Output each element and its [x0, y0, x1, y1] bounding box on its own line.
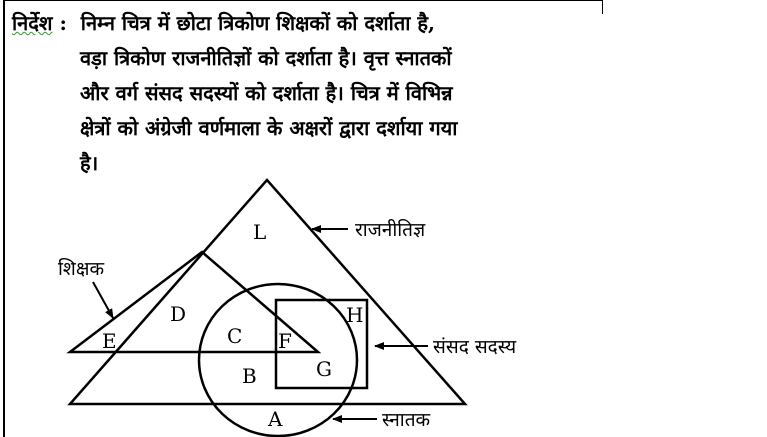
region-label-l: L [253, 220, 267, 244]
directions-line-5: है। [80, 151, 99, 175]
graduates-callout-label: स्नातक [382, 409, 431, 431]
directions-line-2: वड़ा त्रिकोण राजनीतिज्ञों को दर्शाता है। वृत्त स्नातकों [80, 46, 452, 70]
directions-label: निर्देश [12, 11, 53, 35]
directions-separator: : [59, 11, 67, 35]
region-label-g: G [316, 357, 332, 381]
directions-line-3: और वर्ग संसद सदस्यों को दर्शाता है। चित्र में विभिन्न [80, 81, 453, 105]
teachers-callout-label: शिक्षक [58, 258, 105, 280]
region-label-b: B [242, 364, 257, 388]
region-label-h: H [346, 303, 364, 327]
politicians-callout-label: राजनीतिज्ञ [355, 219, 426, 241]
large-triangle-politicians [70, 180, 465, 404]
region-label-e: E [102, 329, 117, 353]
region-label-d: D [170, 302, 187, 326]
region-label-c: C [227, 324, 243, 348]
directions-line-4: क्षेत्रों को अंग्रेजी वर्णमाला के अक्षरों द्वारा दर्शाया गया [80, 116, 458, 140]
mps-callout-label: संसद सदस्य [433, 336, 517, 358]
directions-text-line-1: निम्न चित्र में छोटा त्रिकोण शिक्षकों को दर्शाता है, [80, 11, 435, 35]
region-label-a: A [268, 407, 283, 431]
teachers-callout-arrow [93, 282, 113, 318]
region-label-f: F [278, 329, 292, 353]
